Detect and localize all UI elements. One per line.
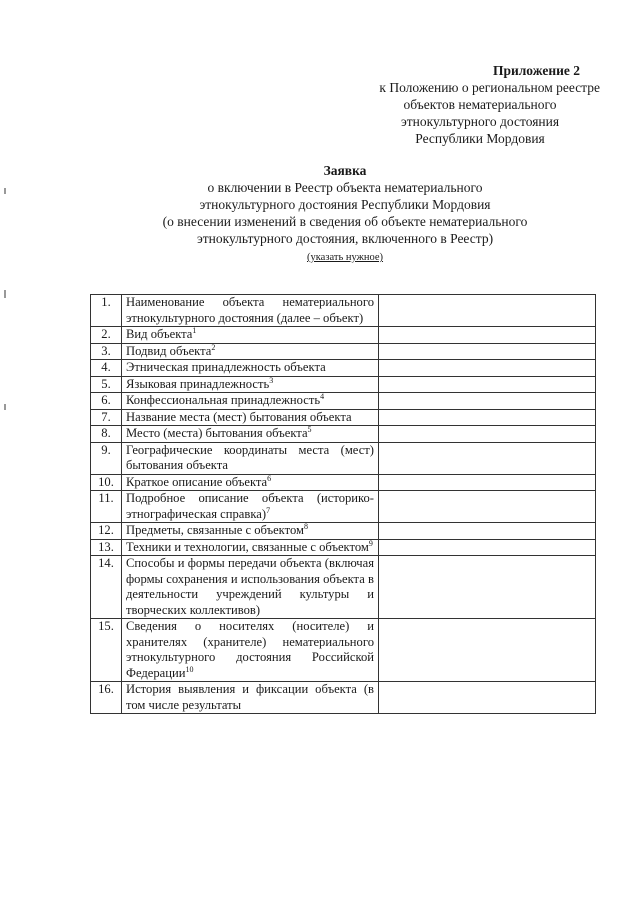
table-row	[91, 682, 596, 714]
row-label-cell	[122, 619, 379, 682]
row-label-cell	[122, 426, 379, 443]
appendix-line: к Положению о региональном реестре	[379, 80, 600, 95]
row-number: 8.	[91, 426, 122, 443]
table-row	[91, 360, 596, 377]
table-row	[91, 619, 596, 682]
row-label: Место (места) бытования объекта	[126, 426, 308, 440]
table-row	[91, 539, 596, 556]
row-number: 14.	[91, 556, 122, 619]
row-label: Конфессиональная принадлежность	[126, 393, 321, 407]
row-number: 12.	[91, 523, 122, 540]
table-row	[91, 343, 596, 360]
row-label-cell	[122, 474, 379, 491]
row-number: 5.	[91, 376, 122, 393]
footnote-marker: 9	[368, 538, 373, 548]
row-label: Подробное описание объекта (историко-этнографическая справка)	[126, 491, 374, 521]
row-number: 9.	[91, 442, 122, 474]
row-label-cell	[122, 539, 379, 556]
row-label-cell	[122, 360, 379, 377]
row-label: Языковая принадлежность	[126, 376, 270, 391]
row-value-field[interactable]	[379, 409, 596, 426]
row-number: 11.	[91, 491, 122, 523]
scan-edge-mark	[4, 404, 6, 410]
row-label: История выявления и фиксации объекта (в том числе результаты	[126, 682, 374, 712]
row-value-field[interactable]	[379, 327, 596, 344]
footnote-marker: 5	[307, 424, 312, 434]
row-value-field[interactable]	[379, 619, 596, 682]
table-row	[91, 491, 596, 523]
heading-line: (о внесении изменений в сведения об объекте нематериального	[162, 214, 528, 229]
row-label: Название места (мест) бытования объекта	[126, 409, 352, 424]
row-value-field[interactable]	[379, 360, 596, 377]
row-value-field[interactable]	[379, 295, 596, 327]
table-row	[91, 426, 596, 443]
footnote-marker: 8	[304, 521, 308, 531]
row-number: 13.	[91, 539, 122, 556]
footnote-marker: 2	[211, 342, 216, 352]
footnote-marker: 6	[267, 473, 272, 483]
appendix-block	[320, 62, 600, 147]
row-value-field[interactable]	[379, 539, 596, 556]
row-value-field[interactable]	[379, 523, 596, 540]
row-value-field[interactable]	[379, 474, 596, 491]
footnote-marker: 1	[192, 325, 197, 335]
row-number: 15.	[91, 619, 122, 682]
row-value-field[interactable]	[379, 426, 596, 443]
row-number: 3.	[91, 343, 122, 360]
appendix-line: этнокультурного достояния	[400, 114, 560, 129]
row-number: 2.	[91, 327, 122, 344]
row-label: Подвид объекта	[126, 343, 212, 358]
row-number: 16.	[91, 682, 122, 714]
row-value-field[interactable]	[379, 556, 596, 619]
table-body	[91, 295, 596, 714]
row-value-field[interactable]	[379, 343, 596, 360]
table-row	[91, 409, 596, 426]
scan-edge-mark	[4, 290, 6, 298]
row-label-cell	[122, 682, 379, 714]
table-row	[91, 376, 596, 393]
row-label: Краткое описание объекта	[126, 474, 268, 489]
row-value-field[interactable]	[379, 393, 596, 410]
row-label-cell	[122, 409, 379, 426]
row-label: Предметы, связанные с объектом	[126, 523, 304, 537]
row-number: 6.	[91, 393, 122, 410]
row-label-cell	[122, 327, 379, 344]
footnote-marker: 10	[185, 664, 194, 674]
row-label: Наименование объекта нематериального этнокультурного достояния (далее – объект)	[126, 295, 374, 325]
row-value-field[interactable]	[379, 376, 596, 393]
appendix-line: Республики Мордовия	[415, 131, 545, 146]
row-value-field[interactable]	[379, 491, 596, 523]
row-label-cell	[122, 556, 379, 619]
table-row	[91, 556, 596, 619]
row-label-cell	[122, 376, 379, 393]
row-label-cell	[122, 523, 379, 540]
row-label-cell	[122, 442, 379, 474]
heading-title: Заявка	[323, 163, 367, 178]
heading-line: этнокультурного достояния, включенного в Реестр)	[196, 231, 494, 246]
row-number: 7.	[91, 409, 122, 426]
row-label: Географические координаты места (мест) бытования объекта	[126, 442, 374, 472]
appendix-title: Приложение 2	[492, 63, 580, 78]
table-row	[91, 327, 596, 344]
row-label-cell	[122, 393, 379, 410]
heading-line: о включении в Реестр объекта нематериального	[207, 180, 483, 195]
table-row	[91, 295, 596, 327]
heading-note: (указать нужное)	[306, 252, 384, 263]
row-label-cell	[122, 343, 379, 360]
footnote-marker: 4	[320, 391, 325, 401]
appendix-line: объектов нематериального	[403, 97, 557, 112]
table-row	[91, 474, 596, 491]
row-label: Техники и технологии, связанные с объектом	[126, 539, 369, 554]
row-label: Сведения о носителях (носителе) и хранителях (хранителе) нематериального этнокультурного достояния Российской Федерации	[126, 619, 374, 680]
scan-edge-mark	[4, 188, 6, 194]
row-label-cell	[122, 295, 379, 327]
row-label: Способы и формы передачи объекта (включая формы сохранения и использования объекта в деятельности учреждений культуры и творческих коллективов)	[126, 556, 374, 617]
footnote-marker: 3	[269, 375, 274, 385]
row-number: 10.	[91, 474, 122, 491]
row-value-field[interactable]	[379, 682, 596, 714]
table-row	[91, 393, 596, 410]
row-label: Вид объекта	[126, 327, 193, 341]
heading-line: этнокультурного достояния Республики Мордовия	[199, 197, 491, 212]
row-number: 4.	[91, 360, 122, 377]
row-label: Этническая принадлежность объекта	[126, 360, 326, 374]
table-row	[91, 523, 596, 540]
footnote-marker: 7	[266, 505, 271, 515]
row-value-field[interactable]	[379, 442, 596, 474]
row-number: 1.	[91, 295, 122, 327]
row-label-cell	[122, 491, 379, 523]
table-row	[91, 442, 596, 474]
application-table	[90, 294, 596, 714]
document-heading	[110, 162, 580, 266]
